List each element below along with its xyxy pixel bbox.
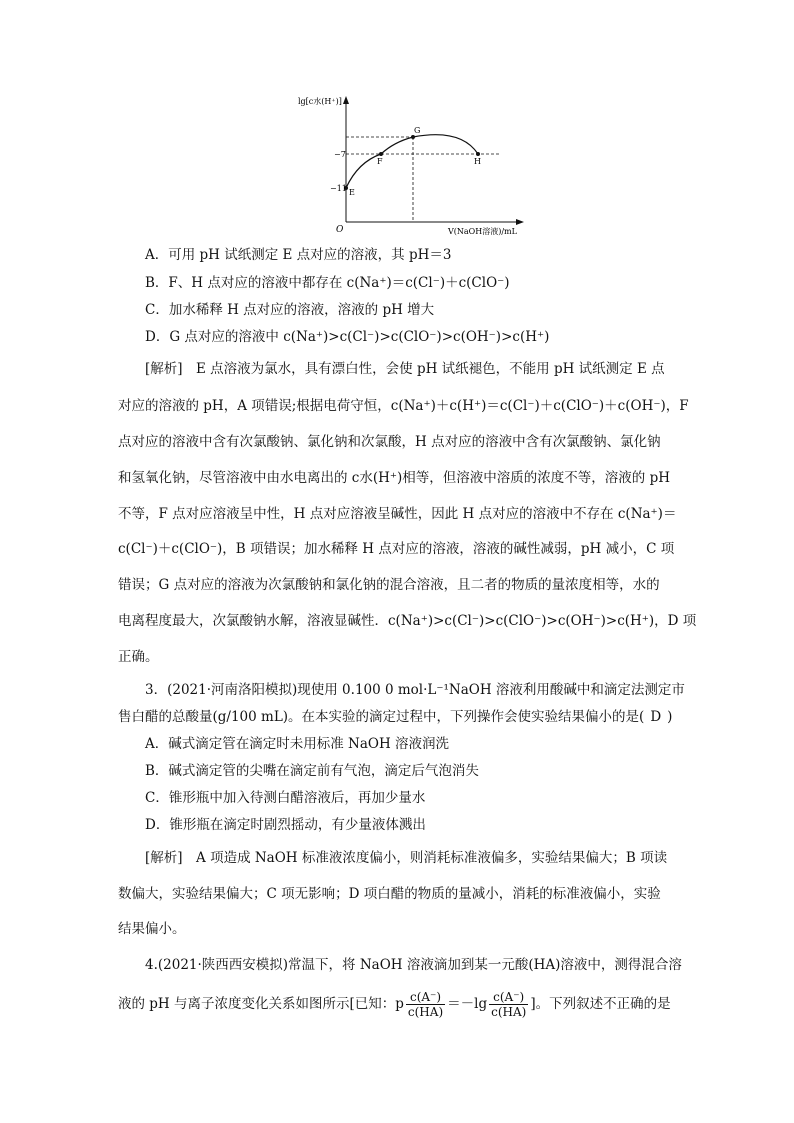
point-f [379, 152, 383, 156]
q3-option-d: D．锥形瓶在滴定时剧烈摇动，有少量液体溅出 [145, 817, 426, 833]
q4-fraction-2 [489, 990, 528, 1019]
q4-line2-pre: 液的 pH 与离子浓度变化关系如图所示[已知：p [118, 996, 404, 1012]
q3-stem-line-2 [118, 708, 794, 726]
point-g [411, 135, 415, 139]
q4-line2-mid: ＝－lg [447, 996, 488, 1012]
x-axis-label: V(NaOH溶液)/mL [448, 227, 517, 236]
q4-line2-post: ]。下列叙述不正确的是 [530, 996, 671, 1012]
q3-analysis-line-1: [解析] A 项造成 NaOH 标准液浓度偏小，则消耗标准液偏多，实验结果偏大；B 项读 [145, 850, 668, 866]
origin-label: O [336, 225, 344, 235]
titration-curve-graph [296, 92, 530, 238]
q4-fraction-1-den: c(HA) [407, 1005, 444, 1019]
q2-analysis-line-5: 不等，F 点对应溶液呈中性，H 点对应溶液呈碱性，因此 H 点对应的溶液中不存在 c(Na⁺)＝ [118, 506, 677, 522]
q2-option-d: D．G 点对应的溶液中 c(Na⁺)>c(Cl⁻)>c(ClO⁻)>c(OH⁻)>c(H⁺) [145, 329, 550, 345]
q3-answer: D [650, 709, 662, 725]
q2-option-b: B．F、H 点对应的溶液中都存在 c(Na⁺)＝c(Cl⁻)＋c(ClO⁻) [145, 275, 510, 291]
q4-fraction-2-num: c(A⁻) [489, 990, 528, 1005]
y-axis-arrow [343, 96, 349, 104]
tick-minus7: −7 [334, 150, 346, 159]
q2-analysis-line-3: 点对应的溶液中含有次氯酸钠、氯化钠和次氯酸，H 点对应的溶液中含有次氯酸钠、氯化钠 [118, 434, 661, 450]
y-axis-label: lg[c水(H⁺)] [298, 97, 342, 106]
q2-analysis-line-1: [解析] E 点溶液为氯水，具有漂白性，会使 pH 试纸褪色，不能用 pH 试纸测定 E 点 [145, 361, 665, 377]
q3-stem-line-1: 3．(2021·河南洛阳模拟)现使用 0.100 0 mol·L⁻¹NaOH 溶液利用酸碱中和滴定法测定市 [145, 682, 685, 698]
q2-analysis-line-7: 错误；G 点对应的溶液为次氯酸钠和氯化钠的混合溶液，且二者的物质的量浓度相等，水的 [118, 577, 660, 593]
q2-option-a: A．可用 pH 试纸测定 E 点对应的溶液，其 pH＝3 [145, 247, 452, 263]
label-g: G [414, 126, 421, 135]
x-axis-arrow [516, 219, 524, 225]
q2-analysis-line-6: c(Cl⁻)＋c(ClO⁻)，B 项错误；加水稀释 H 点对应的溶液，溶液的碱性减弱，pH 减小，C 项 [118, 541, 675, 557]
q2-analysis-line-4: 和氢氧化钠，尽管溶液中由水电离出的 c水(H⁺)相等，但溶液中溶质的浓度不等，溶液的 pH [118, 470, 670, 486]
q4-line-1: 4.(2021·陕西西安模拟)常温下，将 NaOH 溶液滴加到某一元酸(HA)溶液中，测得混合溶 [145, 957, 682, 973]
label-e: E [349, 188, 355, 197]
tick-minus11: −11 [330, 184, 347, 193]
q3-analysis-line-3: 结果偏小。 [118, 921, 186, 937]
q3-stem-end: ) [667, 709, 673, 725]
q4-fraction-2-den: c(HA) [491, 1005, 527, 1019]
q3-stem-text: 售白醋的总酸量(g/100 mL)。在本实验的滴定过程中，下列操作会使实验结果偏小的是( [118, 709, 645, 725]
q3-option-a: A．碱式滴定管在滴定时未用标准 NaOH 溶液润洗 [145, 736, 450, 752]
curve [346, 135, 478, 188]
q2-analysis-line-8: 电离程度最大，次氯酸钠水解，溶液显碱性．c(Na⁺)>c(Cl⁻)>c(ClO⁻)>c(OH⁻)>c(H⁺)，D 项 [118, 613, 697, 629]
q2-analysis-line-9: 正确。 [118, 649, 159, 665]
label-f: F [377, 157, 383, 166]
label-h: H [474, 157, 481, 166]
q3-option-b: B．碱式滴定管的尖嘴在滴定前有气泡，滴定后气泡消失 [145, 763, 479, 779]
q3-analysis-line-2: 数偏大，实验结果偏大；C 项无影响；D 项白醋的物质的量减小，消耗的标准液偏小，实验 [118, 886, 661, 902]
q4-line-2 [118, 990, 794, 1019]
q3-option-c: C．锥形瓶中加入待测白醋溶液后，再加少量水 [145, 790, 426, 806]
q2-option-c: C．加水稀释 H 点对应的溶液，溶液的 pH 增大 [145, 302, 435, 318]
q4-fraction-1 [406, 990, 445, 1019]
q2-analysis-line-2: 对应的溶液的 pH，A 项错误;根据电荷守恒，c(Na⁺)＋c(H⁺)＝c(Cl⁻)＋c(ClO⁻)＋c(OH⁻)，F [118, 398, 689, 414]
point-h [476, 152, 480, 156]
q4-fraction-1-num: c(A⁻) [406, 990, 445, 1005]
